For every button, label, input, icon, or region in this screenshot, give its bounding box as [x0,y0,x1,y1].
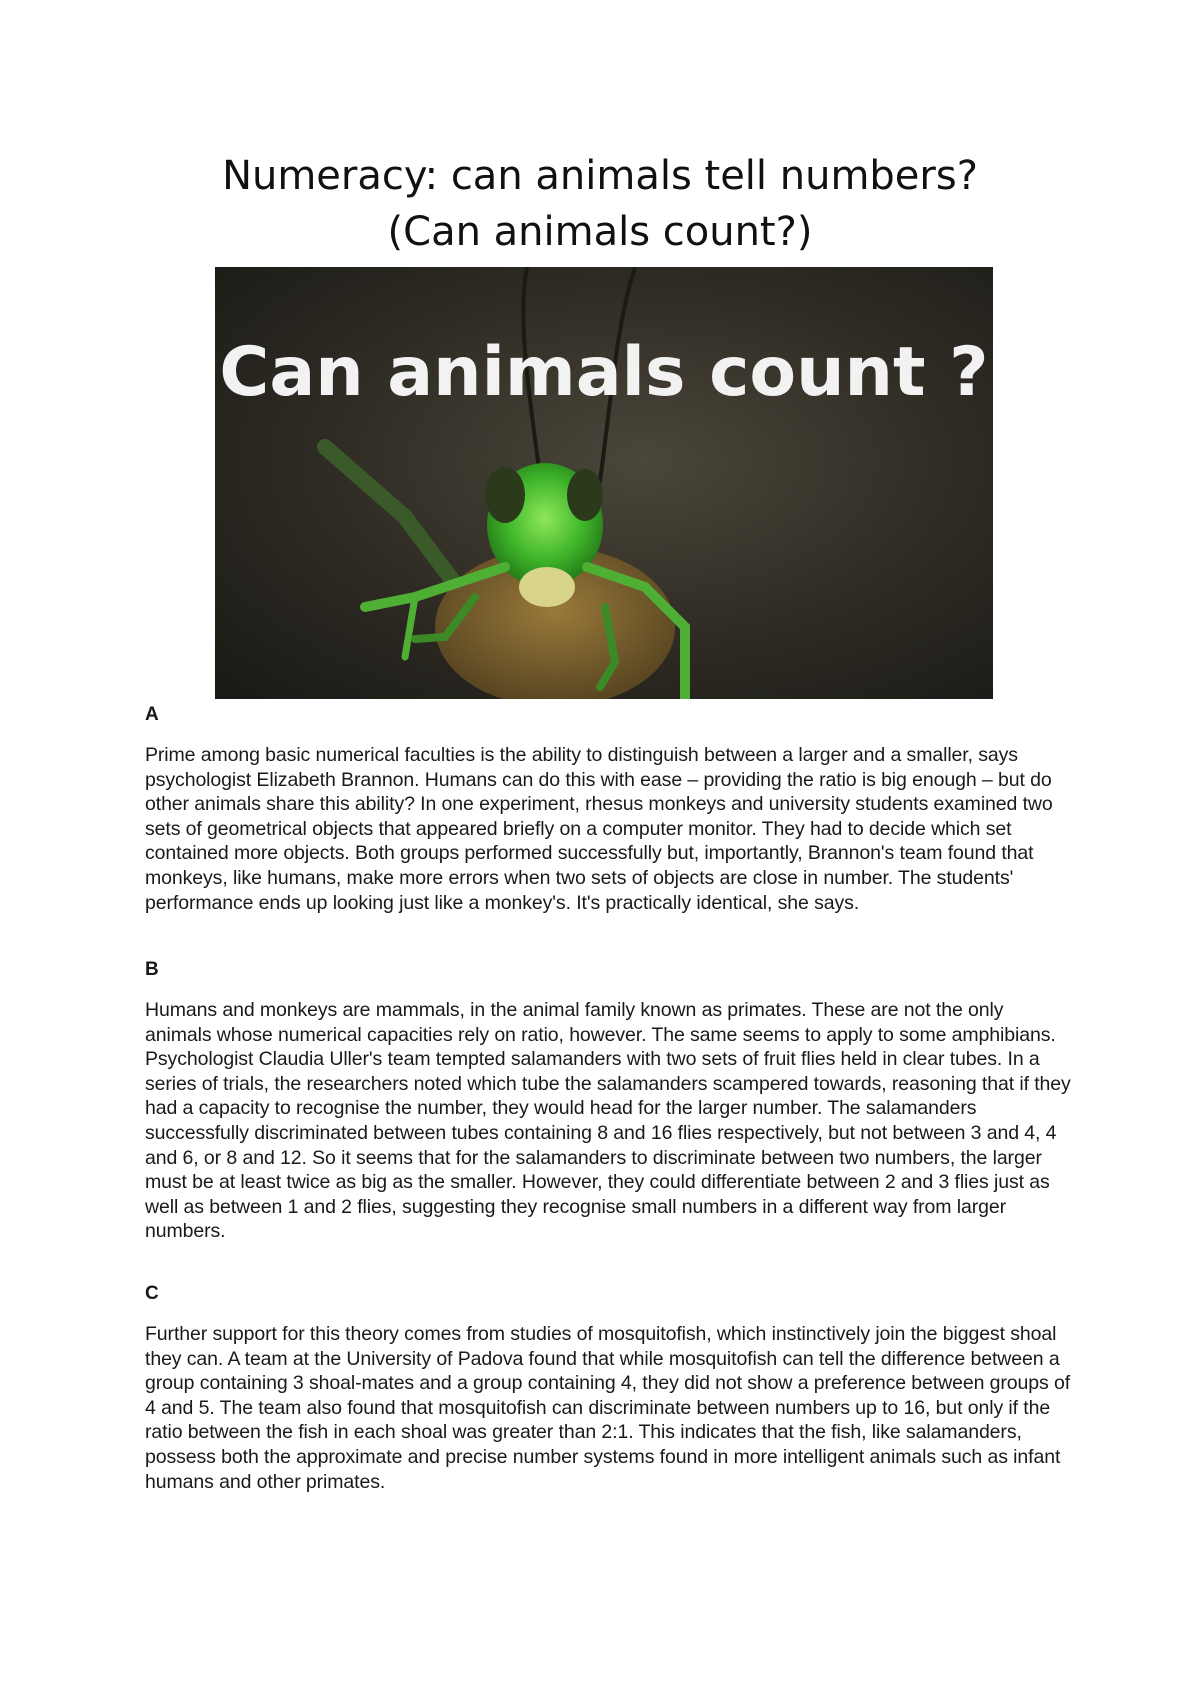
grasshopper-illustration [215,267,993,699]
hero-caption: Can animals count ? [219,333,989,412]
right-eye [567,469,603,521]
mouthparts [519,567,575,607]
section-letter: B [145,959,159,980]
page-title [0,148,1200,260]
section-b [145,958,1075,1244]
section-paragraph: Humans and monkeys are mammals, in the animal family known as primates. These are not the only animals whose numerical capacities rely on ratio, however. The same seems to apply to some amphibians. Psychologist Claudia Uller's team tempted salamanders with two sets of fruit flies held in clear tubes. In a series of trials, the researchers noted which tube the salamanders scampered towards, reasoning that if they had a capacity to recognise the number, they would head for the larger number. The salamanders successfully discriminated between tubes containing 8 and 16 flies respectively, but not between 3 and 4, 4 and 6, or 8 and 12. So it seems that for the salamanders to discriminate between two numbers, the larger must be at least twice as big as the smaller. However, they could differentiate between 2 and 3 flies just as well as between 1 and 2 flies, suggesting they recognise small numbers in a different way from larger numbers. [145,999,1071,1243]
page-title-line-1: Numeracy: can animals tell numbers? [222,153,978,199]
left-eye [485,467,525,523]
section-c [145,1282,1075,1494]
section-letter: A [145,704,159,725]
section-paragraph: Further support for this theory comes from studies of mosquitofish, which instinctively join the biggest shoal they can. A team at the University of Padova found that while mosquitofish can tell the difference between a group containing 3 shoal-mates and a group containing 4, they did not show a preference between groups of 4 and 5. The team also found that mosquitofish can discriminate between numbers up to 16, but only if the ratio between the fish in each shoal was greater than 2:1. This indicates that the fish, like salamanders, possess both the approximate and precise number systems found in more intelligent animals such as infant humans and other primates. [145,1323,1071,1493]
hero-image [215,267,993,699]
page-title-line-2: (Can animals count?) [387,209,813,255]
section-a [145,703,1075,915]
section-paragraph: Prime among basic numerical faculties is the ability to distinguish between a larger and a smaller, says psychologist Elizabeth Brannon. Humans can do this with ease – providing the ratio is big enough – but do other animals share this ability? In one experiment, rhesus monkeys and university students examined two sets of geometrical objects that appeared briefly on a computer monitor. They had to decide which set contained more objects. Both groups performed successfully but, importantly, Brannon's team found that monkeys, like humans, make more errors when two sets of objects are close in number. The students' performance ends up looking just like a monkey's. It's practically identical, she says. [145,744,1053,914]
section-letter: C [145,1283,159,1304]
